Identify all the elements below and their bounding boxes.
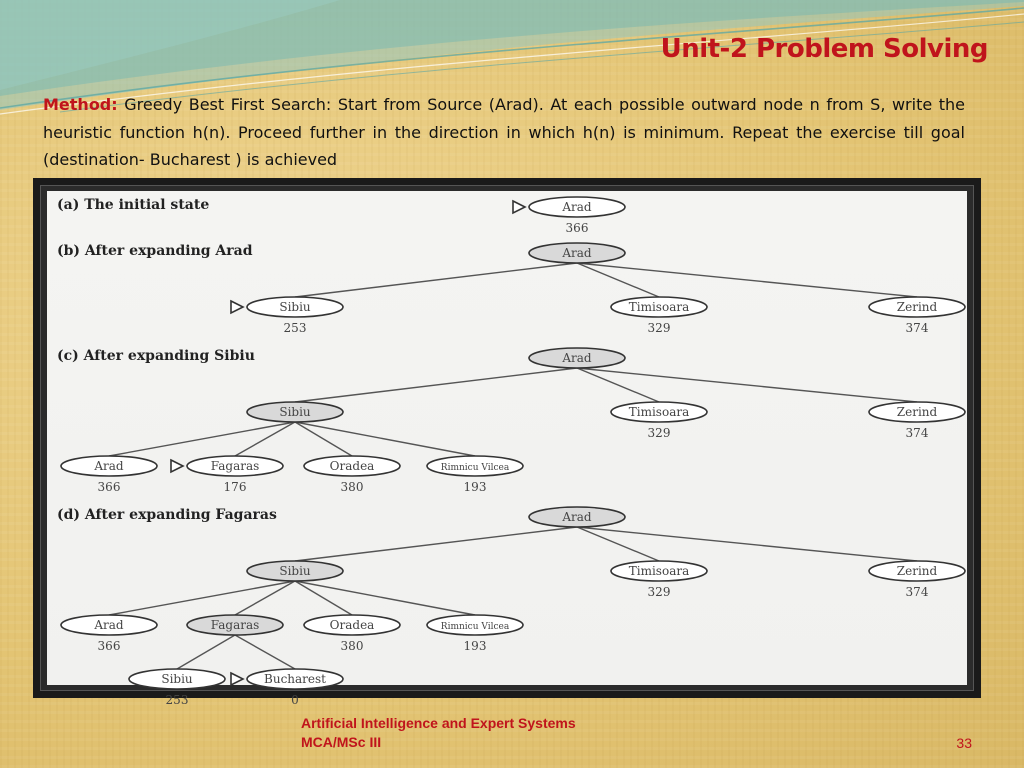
tree-edge-arad-sibiu — [295, 527, 577, 561]
node-heuristic: 380 — [340, 480, 364, 494]
tree-node-sibiu — [129, 669, 225, 707]
slide-title: Unit-2 Problem Solving — [660, 34, 988, 64]
tree-node-zerind — [869, 297, 965, 335]
tree-node-arad — [529, 243, 625, 263]
node-label: Rimnicu Vilcea — [440, 463, 510, 473]
node-label: Oradea — [329, 618, 375, 632]
selected-node-arrow-icon — [513, 201, 525, 213]
tree-edge-arad-sibiu — [295, 368, 577, 402]
method-label: Method: — [43, 95, 118, 114]
method-paragraph — [43, 91, 965, 174]
tree-node-timisoara — [611, 402, 707, 440]
tree-node-arad — [61, 615, 157, 653]
figure-inner-border — [40, 185, 974, 707]
tree-node-oradea — [304, 615, 400, 653]
figure-frame — [33, 178, 981, 707]
tree-edge-fagaras-sibiu2 — [177, 635, 235, 669]
node-label: Timisoara — [628, 405, 690, 419]
tree-edge-arad-sibiu — [295, 263, 577, 297]
tree-edge-fagaras-bucharest — [235, 635, 295, 669]
node-heuristic: 176 — [223, 480, 247, 494]
tree-node-timisoara — [611, 561, 707, 599]
node-label: Zerind — [896, 405, 938, 419]
selected-node-arrow-icon — [171, 460, 183, 472]
node-label: Sibiu — [279, 405, 311, 419]
node-label: Bucharest — [264, 672, 326, 686]
node-label: Fagaras — [210, 618, 260, 632]
node-heuristic: 0 — [291, 693, 299, 707]
tree-node-sibiu — [247, 561, 343, 581]
node-heuristic: 374 — [905, 426, 929, 440]
tree-edge-arad-zerind — [577, 527, 917, 561]
tree-edge-sibiu-rimnicu — [295, 422, 475, 456]
node-heuristic: 329 — [647, 426, 671, 440]
tree-node-arad — [529, 348, 625, 368]
node-label: Sibiu — [279, 300, 311, 314]
node-label: Rimnicu Vilcea — [440, 622, 510, 632]
tree-edge-arad-timisoara — [577, 263, 659, 297]
tree-node-arad — [61, 456, 157, 494]
node-heuristic: 329 — [647, 321, 671, 335]
node-heuristic: 366 — [97, 480, 121, 494]
tree-node-rimnicu-vilcea — [427, 615, 523, 653]
tree-node-zerind — [869, 561, 965, 599]
node-label: Zerind — [896, 300, 938, 314]
tree-stage — [57, 243, 965, 335]
tree-node-oradea — [304, 456, 400, 494]
node-label: Sibiu — [279, 564, 311, 578]
node-heuristic: 253 — [283, 321, 307, 335]
node-label: Arad — [562, 200, 592, 214]
node-label: Arad — [94, 618, 124, 632]
tree-node-arad — [529, 507, 625, 527]
tree-stage — [57, 348, 965, 494]
tree-node-zerind — [869, 402, 965, 440]
node-label: Zerind — [896, 564, 938, 578]
tree-node-rimnicu-vilcea — [427, 456, 523, 494]
tree-node-arad — [513, 197, 625, 235]
tree-edge-sibiu-arad2 — [109, 422, 295, 456]
tree-stage — [57, 197, 625, 235]
node-heuristic: 374 — [905, 321, 929, 335]
stage-caption: (b) After expanding Arad — [57, 243, 253, 259]
page-number: 33 — [956, 735, 972, 751]
tree-node-timisoara — [611, 297, 707, 335]
tree-edge-arad-timisoara — [577, 527, 659, 561]
node-label: Arad — [562, 351, 592, 365]
tree-edge-arad-zerind — [577, 368, 917, 402]
footer-course: Artificial Intelligence and Expert Systems — [301, 715, 576, 731]
node-heuristic: 374 — [905, 585, 929, 599]
tree-node-fagaras — [187, 615, 283, 635]
stage-caption: (a) The initial state — [57, 197, 210, 213]
node-label: Timisoara — [628, 300, 690, 314]
search-tree-figure — [47, 191, 967, 707]
stage-caption: (d) After expanding Fagaras — [57, 507, 277, 523]
node-label: Arad — [94, 459, 124, 473]
node-label: Oradea — [329, 459, 375, 473]
node-heuristic: 193 — [463, 480, 487, 494]
node-label: Sibiu — [161, 672, 193, 686]
tree-edge-sibiu-arad2 — [109, 581, 295, 615]
stage-caption: (c) After expanding Sibiu — [57, 348, 255, 364]
node-label: Arad — [562, 510, 592, 524]
node-label: Arad — [562, 246, 592, 260]
node-heuristic: 329 — [647, 585, 671, 599]
method-text: Greedy Best First Search: Start from Source (Arad). At each possible outward node n from S, write the heuristic function h(n). Proceed further in the direction in which h(n) is minimum. Repeat the exercise till goal (destination- Bucharest ) is achieved — [43, 95, 965, 169]
selected-node-arrow-icon — [231, 301, 243, 313]
tree-node-sibiu — [247, 402, 343, 422]
node-heuristic: 380 — [340, 639, 364, 653]
node-label: Fagaras — [210, 459, 260, 473]
tree-node-sibiu — [231, 297, 343, 335]
node-heuristic: 366 — [565, 221, 589, 235]
tree-edge-arad-zerind — [577, 263, 917, 297]
tree-edge-arad-timisoara — [577, 368, 659, 402]
tree-stage — [57, 507, 965, 707]
node-heuristic: 366 — [97, 639, 121, 653]
node-label: Timisoara — [628, 564, 690, 578]
footer — [301, 714, 576, 752]
selected-node-arrow-icon — [231, 673, 243, 685]
footer-program: MCA/MSc III — [301, 734, 382, 750]
tree-node-bucharest — [231, 669, 343, 707]
node-heuristic: 193 — [463, 639, 487, 653]
tree-node-fagaras — [171, 456, 283, 494]
tree-edge-sibiu-rimnicu — [295, 581, 475, 615]
node-heuristic: 253 — [165, 693, 189, 707]
search-tree-diagram — [47, 191, 969, 707]
